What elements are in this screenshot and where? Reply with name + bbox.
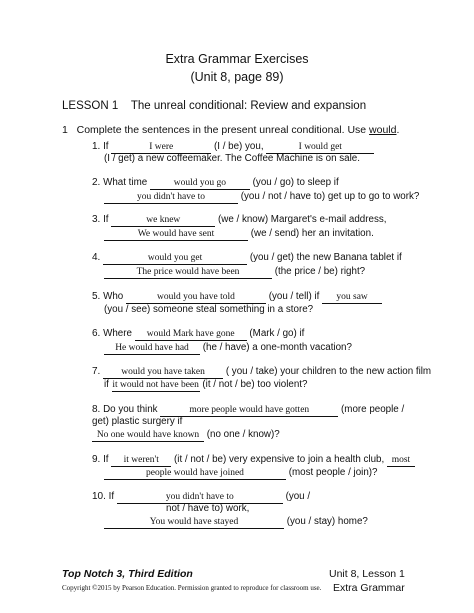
item-text: ( you / take) your children to the new action film bbox=[225, 366, 432, 377]
item-text: (more people / bbox=[341, 404, 405, 415]
exercise-item-6-line-2 bbox=[104, 342, 352, 355]
answer-field[interactable]: would you go bbox=[150, 178, 250, 190]
answer-field[interactable]: you didn't have to bbox=[117, 492, 283, 504]
item-text: What time bbox=[103, 177, 148, 188]
item-text: If bbox=[103, 141, 109, 152]
footer-book-title: Top Notch 3, Third Edition bbox=[62, 568, 193, 580]
exercise-item-8-line-3 bbox=[92, 429, 280, 442]
answer-field[interactable]: people would have joined bbox=[104, 468, 286, 480]
item-text: if bbox=[104, 379, 109, 390]
item-text: (Mark / go) if bbox=[249, 328, 305, 339]
answer-field[interactable]: most bbox=[387, 455, 415, 467]
exercise-item-10-line-2: not / have to) work, bbox=[166, 503, 250, 514]
instruction-keyword: would bbox=[369, 124, 397, 136]
answer-field[interactable]: No one would have known bbox=[92, 430, 204, 442]
page-title: Extra Grammar Exercises bbox=[165, 52, 309, 66]
instruction-end: . bbox=[396, 124, 400, 136]
item-text: (I / be) you, bbox=[214, 141, 264, 152]
footer-copyright: Copyright ©2015 by Pearson Education. Permission granted to reproduce for classroom use. bbox=[62, 584, 322, 592]
instruction-number: 1 bbox=[62, 124, 68, 136]
item-text: (it / not / be) very expensive to join a health club, bbox=[174, 454, 385, 465]
answer-field[interactable]: would you have taken bbox=[103, 367, 223, 379]
item-number: 10. bbox=[92, 491, 106, 502]
item-text: (you / tell) if bbox=[268, 291, 320, 302]
item-text: (he / have) a one-month vacation? bbox=[202, 342, 352, 353]
answer-field[interactable]: I would get bbox=[266, 142, 374, 154]
lesson-topic: The unreal conditional: Review and expansion bbox=[130, 100, 367, 112]
exercise-item-8-line-2: get) plastic surgery if bbox=[92, 416, 183, 427]
answer-field[interactable]: We would have sent bbox=[104, 229, 248, 241]
exercise-item-9-line-2 bbox=[104, 467, 378, 480]
item-text: If bbox=[108, 491, 115, 502]
footer-unit: Unit 8, Lesson 1 bbox=[329, 568, 405, 580]
item-number: 1. bbox=[92, 141, 101, 152]
exercise-item-7-line-2 bbox=[104, 379, 307, 392]
answer-field[interactable]: it weren't bbox=[111, 455, 171, 467]
exercise-item-10-line-3 bbox=[104, 516, 368, 529]
exercise-item-1-line-2: (I / get) a new coffeemaker. The Coffee Machine is on sale. bbox=[104, 153, 360, 164]
item-text: (most people / join)? bbox=[288, 467, 378, 478]
item-number: 4. bbox=[92, 252, 101, 263]
instruction bbox=[62, 124, 399, 136]
item-text: If bbox=[103, 214, 109, 225]
item-number: 6. bbox=[92, 328, 101, 339]
answer-field[interactable]: we knew bbox=[111, 215, 215, 227]
exercise-item-5-line-2: (you / see) someone steal something in a store? bbox=[104, 304, 314, 315]
exercise-item-7 bbox=[92, 366, 431, 379]
item-text: Do you think bbox=[103, 404, 158, 415]
item-text: (you / not / have to) get up to go to work? bbox=[240, 191, 420, 202]
item-text: Where bbox=[103, 328, 132, 339]
instruction-text: Complete the sentences in the present unreal conditional. Use bbox=[76, 124, 370, 136]
item-number: 7. bbox=[92, 366, 101, 377]
lesson-label: LESSON 1 bbox=[62, 100, 119, 112]
exercise-item-9 bbox=[92, 454, 415, 467]
item-text: (you / bbox=[285, 491, 311, 502]
item-text: Who bbox=[103, 291, 124, 302]
item-text: (it / not / be) too violent? bbox=[202, 379, 308, 390]
page-subtitle: (Unit 8, page 89) bbox=[190, 70, 284, 84]
answer-field[interactable]: He would have had bbox=[104, 343, 200, 355]
item-text: (you / stay) home? bbox=[286, 516, 368, 527]
item-number: 3. bbox=[92, 214, 101, 225]
item-text: (you / get) the new Banana tablet if bbox=[249, 252, 402, 263]
exercise-item-4-line-2 bbox=[104, 266, 365, 279]
answer-field[interactable]: you saw bbox=[322, 292, 382, 304]
answer-field[interactable]: would you get bbox=[103, 253, 247, 265]
answer-field[interactable]: You would have stayed bbox=[104, 517, 284, 529]
item-number: 2. bbox=[92, 177, 101, 188]
exercise-item-5 bbox=[92, 291, 382, 304]
item-text: (the price / be) right? bbox=[274, 266, 366, 277]
item-number: 9. bbox=[92, 454, 101, 465]
exercise-item-3 bbox=[92, 214, 386, 227]
answer-field[interactable]: more people would have gotten bbox=[160, 405, 338, 417]
lesson-heading bbox=[62, 100, 366, 112]
footer-section: Extra Grammar bbox=[333, 582, 405, 594]
answer-field[interactable]: you didn't have to bbox=[104, 192, 238, 204]
item-number: 5. bbox=[92, 291, 101, 302]
item-text: If bbox=[103, 454, 109, 465]
item-text: (we / send) her an invitation. bbox=[250, 228, 374, 239]
item-text: (no one / know)? bbox=[206, 429, 280, 440]
exercise-item-6 bbox=[92, 328, 304, 341]
item-text: (we / know) Margaret's e-mail address, bbox=[218, 214, 387, 225]
item-number: 8. bbox=[92, 404, 101, 415]
exercise-item-3-line-2 bbox=[104, 228, 374, 241]
item-text: (you / go) to sleep if bbox=[252, 177, 339, 188]
answer-field[interactable]: would Mark have gone bbox=[135, 329, 247, 341]
exercise-item-2 bbox=[92, 177, 339, 190]
answer-field[interactable]: The price would have been bbox=[104, 267, 272, 279]
exercise-item-4 bbox=[92, 252, 402, 265]
answer-field[interactable]: I were bbox=[111, 142, 211, 154]
exercise-item-2-line-2 bbox=[104, 191, 419, 204]
answer-field[interactable]: it would not have been bbox=[112, 380, 199, 390]
answer-field[interactable]: would you have told bbox=[126, 292, 266, 304]
